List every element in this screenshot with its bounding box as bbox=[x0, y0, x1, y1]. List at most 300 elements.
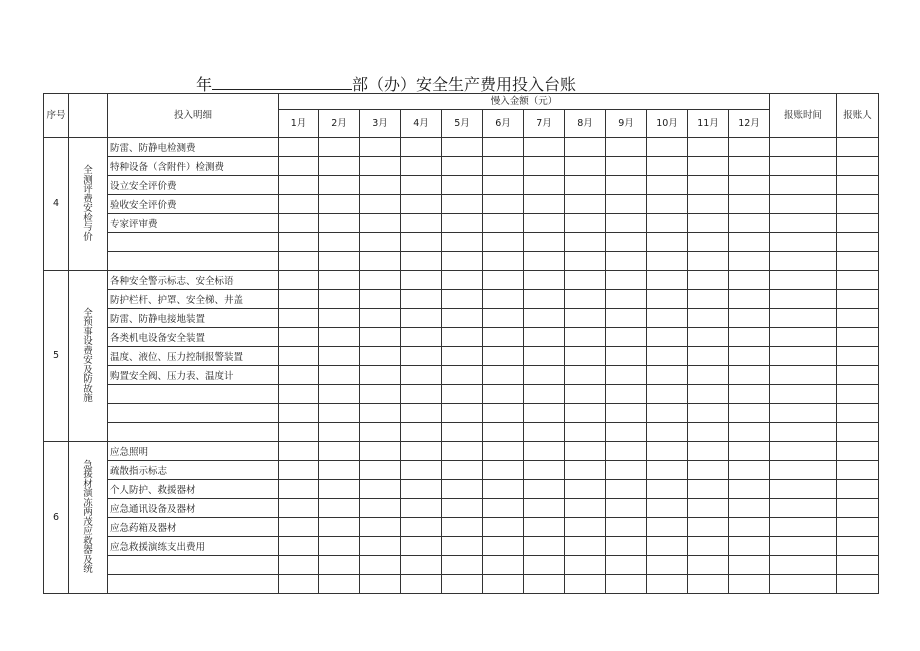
amount-cell bbox=[565, 480, 606, 499]
amount-cell bbox=[401, 328, 442, 347]
amount-cell bbox=[401, 442, 442, 461]
amount-cell bbox=[647, 176, 688, 195]
amount-cell bbox=[729, 290, 770, 309]
amount-cell bbox=[565, 442, 606, 461]
amount-cell bbox=[279, 252, 319, 271]
amount-cell bbox=[279, 195, 319, 214]
year-blank-line bbox=[212, 74, 352, 90]
person-cell bbox=[837, 328, 879, 347]
time-cell bbox=[770, 195, 837, 214]
amount-cell bbox=[688, 271, 729, 290]
person-cell bbox=[837, 423, 879, 442]
item-detail bbox=[108, 214, 279, 233]
amount-cell bbox=[360, 157, 401, 176]
item-detail bbox=[108, 537, 279, 556]
amount-cell bbox=[524, 575, 565, 594]
table-row bbox=[44, 499, 879, 518]
amount-cell bbox=[524, 195, 565, 214]
table-row bbox=[44, 366, 879, 385]
amount-cell bbox=[647, 309, 688, 328]
amount-cell bbox=[688, 290, 729, 309]
header-detail: 投入明细 bbox=[108, 94, 279, 138]
amount-cell bbox=[279, 499, 319, 518]
amount-cell bbox=[524, 461, 565, 480]
item-label: 防护栏杆、护罩、安全梯、井盖 bbox=[110, 294, 244, 306]
amount-cell bbox=[319, 575, 360, 594]
item-label: 各类机电设备安全装置 bbox=[110, 332, 206, 344]
amount-cell bbox=[688, 385, 729, 404]
amount-cell bbox=[279, 214, 319, 233]
amount-cell bbox=[360, 537, 401, 556]
table-row bbox=[44, 328, 879, 347]
amount-cell bbox=[442, 290, 483, 309]
amount-cell bbox=[319, 404, 360, 423]
amount-cell bbox=[360, 233, 401, 252]
header-month: 12月 bbox=[729, 110, 770, 138]
amount-cell bbox=[524, 138, 565, 157]
amount-cell bbox=[401, 157, 442, 176]
item-detail bbox=[108, 271, 279, 290]
amount-cell bbox=[279, 537, 319, 556]
amount-cell bbox=[729, 214, 770, 233]
table-row bbox=[44, 385, 879, 404]
amount-cell bbox=[483, 347, 524, 366]
person-cell bbox=[837, 556, 879, 575]
amount-cell bbox=[647, 537, 688, 556]
time-cell bbox=[770, 347, 837, 366]
item-detail bbox=[108, 157, 279, 176]
category-label: 急援材演冻两茂应救器及统 bbox=[83, 459, 93, 575]
table-row bbox=[44, 290, 879, 309]
item-detail bbox=[108, 233, 279, 252]
amount-cell bbox=[606, 518, 647, 537]
amount-cell bbox=[688, 366, 729, 385]
amount-cell bbox=[442, 252, 483, 271]
amount-cell bbox=[647, 233, 688, 252]
amount-cell bbox=[319, 138, 360, 157]
amount-cell bbox=[688, 176, 729, 195]
amount-cell bbox=[524, 176, 565, 195]
amount-cell bbox=[319, 233, 360, 252]
time-cell bbox=[770, 556, 837, 575]
item-label: 设立安全评价费 bbox=[110, 180, 177, 192]
item-label: 各种安全警示标志、安全标语 bbox=[110, 275, 234, 287]
time-cell bbox=[770, 328, 837, 347]
amount-cell bbox=[606, 575, 647, 594]
amount-cell bbox=[606, 176, 647, 195]
person-cell bbox=[837, 157, 879, 176]
person-cell bbox=[837, 575, 879, 594]
amount-cell bbox=[319, 518, 360, 537]
amount-cell bbox=[606, 499, 647, 518]
amount-cell bbox=[319, 195, 360, 214]
time-cell bbox=[770, 537, 837, 556]
amount-cell bbox=[401, 385, 442, 404]
item-label: 应急通讯设备及器材 bbox=[110, 503, 196, 515]
title-year: 年 bbox=[196, 75, 213, 94]
amount-cell bbox=[524, 290, 565, 309]
item-detail bbox=[108, 556, 279, 575]
header-month: 6月 bbox=[483, 110, 524, 138]
amount-cell bbox=[688, 480, 729, 499]
amount-cell bbox=[524, 442, 565, 461]
amount-cell bbox=[647, 271, 688, 290]
amount-cell bbox=[729, 271, 770, 290]
amount-cell bbox=[729, 461, 770, 480]
amount-cell bbox=[319, 347, 360, 366]
amount-cell bbox=[565, 271, 606, 290]
amount-cell bbox=[483, 290, 524, 309]
time-cell bbox=[770, 271, 837, 290]
person-cell bbox=[837, 176, 879, 195]
amount-cell bbox=[401, 537, 442, 556]
amount-cell bbox=[319, 366, 360, 385]
amount-cell bbox=[360, 214, 401, 233]
amount-cell bbox=[729, 423, 770, 442]
amount-cell bbox=[401, 423, 442, 442]
table-row bbox=[44, 575, 879, 594]
amount-cell bbox=[401, 176, 442, 195]
amount-cell bbox=[401, 138, 442, 157]
amount-cell bbox=[442, 347, 483, 366]
amount-cell bbox=[688, 252, 729, 271]
amount-cell bbox=[442, 518, 483, 537]
amount-cell bbox=[483, 328, 524, 347]
amount-cell bbox=[729, 385, 770, 404]
table-row bbox=[44, 271, 879, 290]
amount-cell bbox=[647, 575, 688, 594]
amount-cell bbox=[565, 157, 606, 176]
amount-cell bbox=[401, 556, 442, 575]
person-cell bbox=[837, 366, 879, 385]
table-row bbox=[44, 442, 879, 461]
amount-cell bbox=[688, 309, 729, 328]
amount-cell bbox=[401, 309, 442, 328]
amount-cell bbox=[483, 195, 524, 214]
amount-cell bbox=[360, 347, 401, 366]
time-cell bbox=[770, 176, 837, 195]
amount-cell bbox=[647, 480, 688, 499]
amount-cell bbox=[442, 157, 483, 176]
amount-cell bbox=[360, 518, 401, 537]
amount-cell bbox=[442, 461, 483, 480]
amount-cell bbox=[647, 290, 688, 309]
amount-cell bbox=[360, 195, 401, 214]
person-cell bbox=[837, 518, 879, 537]
amount-cell bbox=[688, 442, 729, 461]
amount-cell bbox=[319, 537, 360, 556]
time-cell bbox=[770, 290, 837, 309]
amount-cell bbox=[360, 423, 401, 442]
amount-cell bbox=[606, 423, 647, 442]
person-cell bbox=[837, 252, 879, 271]
amount-cell bbox=[729, 366, 770, 385]
amount-cell bbox=[565, 138, 606, 157]
amount-cell bbox=[483, 271, 524, 290]
amount-cell bbox=[401, 252, 442, 271]
amount-cell bbox=[524, 309, 565, 328]
amount-cell bbox=[688, 347, 729, 366]
amount-cell bbox=[729, 556, 770, 575]
amount-cell bbox=[688, 537, 729, 556]
person-cell bbox=[837, 442, 879, 461]
ledger-table bbox=[43, 93, 879, 594]
amount-cell bbox=[360, 252, 401, 271]
group-category bbox=[69, 138, 108, 271]
amount-cell bbox=[606, 480, 647, 499]
header-month: 7月 bbox=[524, 110, 565, 138]
amount-cell bbox=[442, 404, 483, 423]
amount-cell bbox=[688, 195, 729, 214]
amount-cell bbox=[606, 461, 647, 480]
amount-cell bbox=[524, 366, 565, 385]
time-cell bbox=[770, 214, 837, 233]
amount-cell bbox=[401, 233, 442, 252]
amount-cell bbox=[360, 480, 401, 499]
person-cell bbox=[837, 195, 879, 214]
table-row bbox=[44, 480, 879, 499]
time-cell bbox=[770, 442, 837, 461]
person-cell bbox=[837, 309, 879, 328]
item-detail bbox=[108, 442, 279, 461]
amount-cell bbox=[524, 480, 565, 499]
amount-cell bbox=[688, 404, 729, 423]
item-label: 疏散指示标志 bbox=[110, 465, 168, 477]
amount-cell bbox=[319, 176, 360, 195]
amount-cell bbox=[483, 480, 524, 499]
time-cell bbox=[770, 575, 837, 594]
amount-cell bbox=[279, 366, 319, 385]
amount-cell bbox=[729, 575, 770, 594]
amount-cell bbox=[647, 328, 688, 347]
item-detail bbox=[108, 518, 279, 537]
amount-cell bbox=[524, 556, 565, 575]
amount-cell bbox=[401, 347, 442, 366]
amount-cell bbox=[647, 404, 688, 423]
amount-cell bbox=[688, 423, 729, 442]
person-cell bbox=[837, 138, 879, 157]
table-row bbox=[44, 461, 879, 480]
item-detail bbox=[108, 423, 279, 442]
item-detail bbox=[108, 461, 279, 480]
amount-cell bbox=[360, 138, 401, 157]
amount-cell bbox=[647, 347, 688, 366]
amount-cell bbox=[688, 157, 729, 176]
amount-cell bbox=[524, 328, 565, 347]
time-cell bbox=[770, 309, 837, 328]
amount-cell bbox=[360, 309, 401, 328]
amount-cell bbox=[279, 290, 319, 309]
page-title bbox=[196, 72, 576, 95]
amount-cell bbox=[483, 385, 524, 404]
header-month: 9月 bbox=[606, 110, 647, 138]
amount-cell bbox=[606, 537, 647, 556]
amount-cell bbox=[565, 366, 606, 385]
amount-cell bbox=[279, 176, 319, 195]
item-label: 购置安全阀、压力表、温度计 bbox=[110, 370, 234, 382]
amount-cell bbox=[647, 518, 688, 537]
amount-cell bbox=[442, 537, 483, 556]
amount-cell bbox=[688, 138, 729, 157]
amount-cell bbox=[401, 480, 442, 499]
table-row bbox=[44, 157, 879, 176]
person-cell bbox=[837, 290, 879, 309]
amount-cell bbox=[483, 442, 524, 461]
amount-cell bbox=[319, 423, 360, 442]
amount-cell bbox=[319, 499, 360, 518]
table-row bbox=[44, 347, 879, 366]
amount-cell bbox=[606, 195, 647, 214]
amount-cell bbox=[401, 518, 442, 537]
amount-cell bbox=[647, 442, 688, 461]
amount-cell bbox=[606, 347, 647, 366]
amount-cell bbox=[360, 290, 401, 309]
time-cell bbox=[770, 461, 837, 480]
amount-cell bbox=[606, 442, 647, 461]
amount-cell bbox=[524, 347, 565, 366]
amount-cell bbox=[279, 518, 319, 537]
item-detail bbox=[108, 480, 279, 499]
table-row bbox=[44, 195, 879, 214]
amount-cell bbox=[442, 271, 483, 290]
amount-cell bbox=[483, 309, 524, 328]
time-cell bbox=[770, 518, 837, 537]
amount-cell bbox=[729, 252, 770, 271]
amount-cell bbox=[360, 385, 401, 404]
amount-cell bbox=[442, 214, 483, 233]
amount-cell bbox=[729, 347, 770, 366]
amount-cell bbox=[442, 366, 483, 385]
amount-cell bbox=[442, 499, 483, 518]
amount-cell bbox=[565, 252, 606, 271]
amount-cell bbox=[319, 480, 360, 499]
header-month: 3月 bbox=[360, 110, 401, 138]
amount-cell bbox=[647, 366, 688, 385]
amount-cell bbox=[319, 252, 360, 271]
amount-cell bbox=[729, 404, 770, 423]
amount-cell bbox=[319, 157, 360, 176]
time-cell bbox=[770, 404, 837, 423]
group-number: 4 bbox=[44, 138, 69, 271]
category-label: 全预事设费安及防故施 bbox=[83, 307, 93, 404]
header-seq: 序号 bbox=[44, 94, 69, 138]
amount-cell bbox=[565, 499, 606, 518]
amount-cell bbox=[401, 575, 442, 594]
amount-cell bbox=[442, 423, 483, 442]
item-detail bbox=[108, 176, 279, 195]
amount-cell bbox=[279, 480, 319, 499]
amount-cell bbox=[319, 556, 360, 575]
amount-cell bbox=[483, 214, 524, 233]
amount-cell bbox=[688, 328, 729, 347]
header-month: 2月 bbox=[319, 110, 360, 138]
header-month: 4月 bbox=[401, 110, 442, 138]
amount-cell bbox=[688, 461, 729, 480]
amount-cell bbox=[401, 195, 442, 214]
amount-cell bbox=[279, 157, 319, 176]
amount-cell bbox=[319, 271, 360, 290]
amount-cell bbox=[401, 499, 442, 518]
amount-cell bbox=[360, 404, 401, 423]
table-row bbox=[44, 233, 879, 252]
item-detail bbox=[108, 328, 279, 347]
amount-cell bbox=[524, 518, 565, 537]
amount-cell bbox=[401, 404, 442, 423]
amount-cell bbox=[524, 271, 565, 290]
amount-cell bbox=[647, 157, 688, 176]
amount-cell bbox=[279, 423, 319, 442]
person-cell bbox=[837, 271, 879, 290]
amount-cell bbox=[565, 309, 606, 328]
time-cell bbox=[770, 138, 837, 157]
item-label: 温度、液位、压力控制报警装置 bbox=[110, 351, 244, 363]
amount-cell bbox=[565, 385, 606, 404]
table-row bbox=[44, 138, 879, 157]
item-detail bbox=[108, 138, 279, 157]
amount-cell bbox=[279, 347, 319, 366]
amount-cell bbox=[401, 271, 442, 290]
amount-cell bbox=[360, 556, 401, 575]
item-detail bbox=[108, 404, 279, 423]
amount-cell bbox=[647, 138, 688, 157]
table-row bbox=[44, 214, 879, 233]
person-cell bbox=[837, 499, 879, 518]
amount-cell bbox=[688, 499, 729, 518]
amount-cell bbox=[279, 328, 319, 347]
time-cell bbox=[770, 157, 837, 176]
amount-cell bbox=[442, 385, 483, 404]
amount-cell bbox=[279, 233, 319, 252]
amount-cell bbox=[279, 309, 319, 328]
amount-cell bbox=[565, 328, 606, 347]
item-label: 防雷、防静电接地装置 bbox=[110, 313, 206, 325]
amount-cell bbox=[565, 176, 606, 195]
amount-cell bbox=[688, 556, 729, 575]
item-label: 应急救援演练支出费用 bbox=[110, 541, 206, 553]
amount-cell bbox=[729, 518, 770, 537]
amount-cell bbox=[524, 537, 565, 556]
amount-cell bbox=[319, 385, 360, 404]
group-number: 6 bbox=[44, 442, 69, 594]
amount-cell bbox=[483, 176, 524, 195]
amount-cell bbox=[442, 556, 483, 575]
item-label: 应急照明 bbox=[110, 446, 149, 458]
amount-cell bbox=[524, 233, 565, 252]
item-detail bbox=[108, 347, 279, 366]
amount-cell bbox=[606, 404, 647, 423]
item-detail bbox=[108, 290, 279, 309]
amount-cell bbox=[606, 214, 647, 233]
time-cell bbox=[770, 480, 837, 499]
amount-cell bbox=[565, 461, 606, 480]
item-detail bbox=[108, 309, 279, 328]
amount-cell bbox=[319, 328, 360, 347]
amount-cell bbox=[606, 328, 647, 347]
amount-cell bbox=[565, 347, 606, 366]
amount-cell bbox=[647, 423, 688, 442]
item-detail bbox=[108, 195, 279, 214]
amount-cell bbox=[565, 404, 606, 423]
table-row bbox=[44, 176, 879, 195]
amount-cell bbox=[319, 214, 360, 233]
amount-cell bbox=[606, 366, 647, 385]
amount-cell bbox=[688, 214, 729, 233]
amount-cell bbox=[279, 404, 319, 423]
amount-cell bbox=[647, 252, 688, 271]
amount-cell bbox=[279, 385, 319, 404]
amount-cell bbox=[483, 499, 524, 518]
amount-cell bbox=[729, 138, 770, 157]
